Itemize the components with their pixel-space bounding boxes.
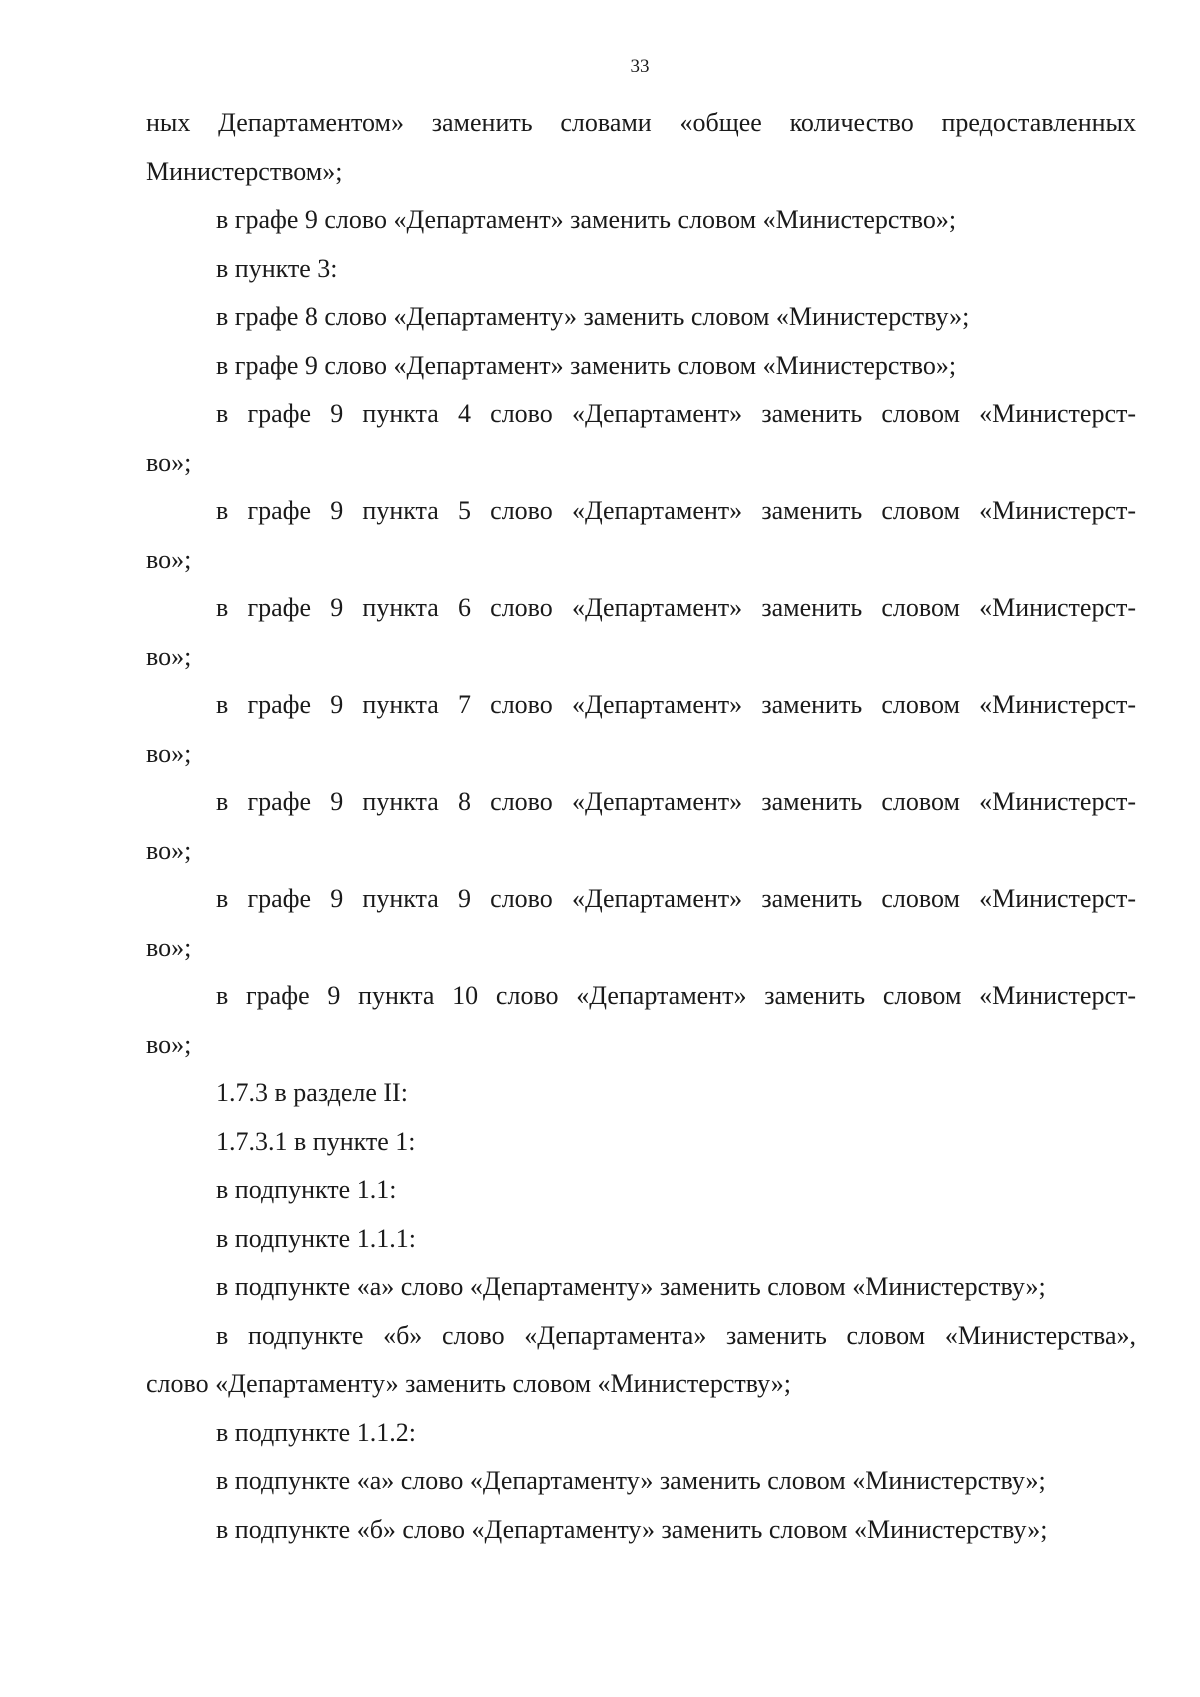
text-line: в подпункте 1.1: (216, 1175, 397, 1204)
text-line: в подпункте «б» слово «Департаменту» заменить словом «Министерству»; (216, 1514, 1048, 1544)
document-body (146, 99, 1136, 1554)
text-line: во»; (146, 544, 192, 574)
text-line: в графе 9 пункта 7 слово «Департамент» заменить словом «Министерст- (216, 690, 1136, 719)
text-line: во»; (146, 835, 192, 865)
text-line: в графе 9 пункта 10 слово «Департамент» заменить словом «Министерст- (216, 981, 1136, 1010)
text-line: в графе 9 пункта 5 слово «Департамент» заменить словом «Министерст- (216, 496, 1136, 525)
text-line: в графе 9 пункта 6 слово «Департамент» заменить словом «Министерст- (216, 593, 1136, 622)
text-line: ных Департаментом» заменить словами «общее количество предоставленных (146, 108, 1136, 137)
text-line: во»; (146, 447, 192, 477)
text-line: в подпункте «б» слово «Департамента» заменить словом «Министерства», (216, 1320, 1136, 1350)
text-line: в графе 9 пункта 8 слово «Департамент» заменить словом «Министерст- (216, 787, 1136, 816)
text-line: Министерством»; (146, 156, 343, 186)
text-line: в подпункте 1.1.2: (216, 1417, 416, 1447)
text-line: в пункте 3: (216, 253, 338, 283)
text-line: во»; (146, 1029, 192, 1059)
text-line: в графе 9 пункта 4 слово «Департамент» заменить словом «Министерст- (216, 399, 1136, 428)
text-line: в графе 9 слово «Департамент» заменить словом «Министерство»; (216, 205, 957, 234)
text-line: в графе 9 слово «Департамент» заменить словом «Министерство»; (216, 350, 957, 380)
text-line: во»; (146, 932, 192, 962)
page-number: 33 (630, 56, 650, 77)
text-line: в подпункте «а» слово «Департаменту» заменить словом «Министерству»; (216, 1466, 1046, 1495)
text-line: в графе 8 слово «Департаменту» заменить словом «Министерству»; (216, 302, 970, 331)
text-line: 1.7.3.1 в пункте 1: (216, 1126, 416, 1156)
text-line: слово «Департаменту» заменить словом «Министерству»; (146, 1369, 791, 1398)
text-line: во»; (146, 641, 192, 671)
text-line: во»; (146, 738, 192, 768)
text-line: в графе 9 пункта 9 слово «Департамент» заменить словом «Министерст- (216, 884, 1136, 913)
text-line: 1.7.3 в разделе II: (216, 1078, 408, 1107)
text-line: в подпункте «а» слово «Департаменту» заменить словом «Министерству»; (216, 1272, 1046, 1301)
text-line: в подпункте 1.1.1: (216, 1223, 416, 1253)
